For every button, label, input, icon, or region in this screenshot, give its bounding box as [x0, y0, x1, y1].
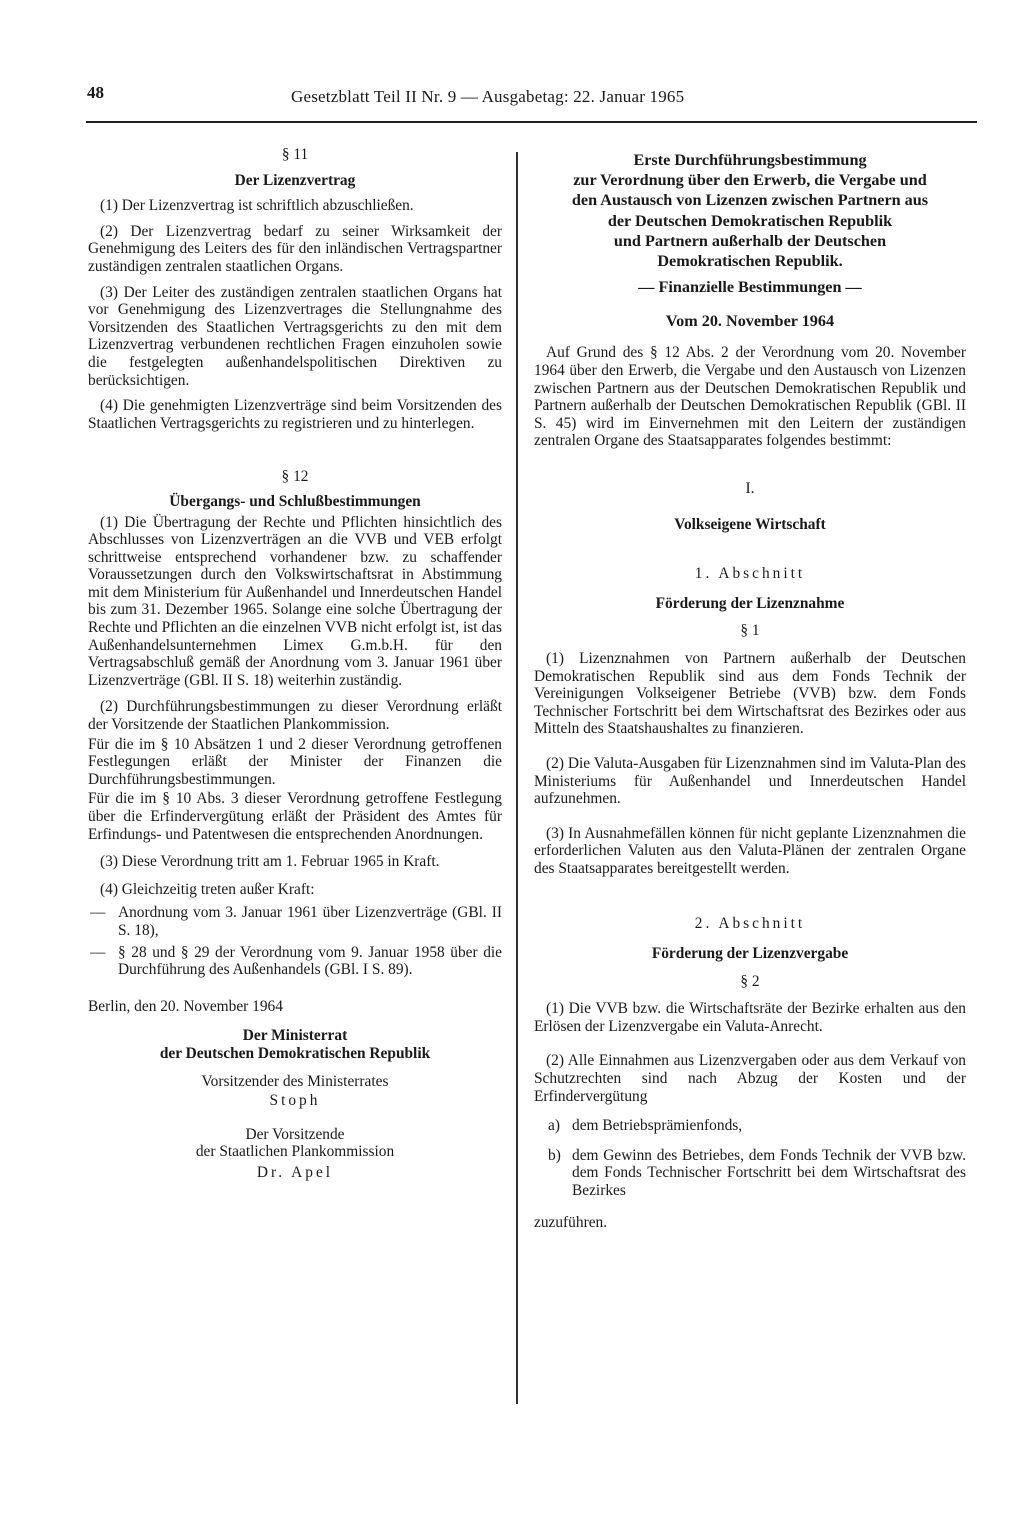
s2-para-1: (1) Die VVB bzw. die Wirtschaftsräte der Bezirke erhalten aus den Erlösen der Lizenzvergabe ein Valuta-Anrecht.	[534, 1000, 966, 1035]
list-marker: b)	[548, 1146, 561, 1164]
signature-place-date: Berlin, den 20. November 1964	[88, 997, 283, 1015]
title-line: und Partnern außerhalb der Deutschen	[613, 231, 887, 250]
signatory-2-role-line-1: Der Vorsitzende	[245, 1125, 345, 1143]
title-line: Erste Durchführungsbestimmung	[633, 151, 867, 169]
s1-para-1: (1) Lizenznahmen von Partnern außerhalb der Deutschen Demokratischen Republik sind aus dem Fonds Technik der Vereinigungen Volkseigener Betriebe (VVB) bzw. dem Fonds Technischer Fortschritt bei dem Wirtschaftsrat des Bezirkes oder aus Mitteln des Staatshaushaltes zu finanzieren.	[534, 649, 966, 738]
section-12-number: § 12	[281, 468, 309, 486]
section-11-title: Der Lizenzvertrag	[234, 171, 356, 189]
signature-body-line-2: der Deutschen Demokratischen Republik	[159, 1044, 431, 1062]
chapter-2-heading: 2. Abschnitt	[694, 915, 806, 933]
right-column	[534, 140, 966, 1231]
dash-mark: —	[90, 904, 106, 922]
regulation-title	[534, 150, 966, 271]
section-1-number: § 1	[740, 622, 760, 640]
s12-para-4: (4) Gleichzeitig treten außer Kraft:	[100, 880, 315, 898]
s2-para-2: (2) Alle Einnahmen aus Lizenzvergaben oder aus dem Verkauf von Schutzrechten sind nach Abzug der Kosten und der Erfindervergütung	[534, 1052, 966, 1105]
list-text: dem Betriebsprämienfonds,	[572, 1117, 743, 1135]
title-line: den Austausch von Lizenzen zwischen Partnern aus	[571, 191, 929, 210]
title-line: Demokratischen Republik.	[657, 252, 843, 271]
list-item-b	[534, 1147, 966, 1200]
regulation-subtitle: — Finanzielle Bestimmungen —	[638, 278, 862, 297]
chapter-2-title: Förderung der Lizenzvergabe	[651, 945, 849, 963]
dash-mark: —	[90, 943, 106, 961]
s12-para-2c: Für die im § 10 Abs. 3 dieser Verordnung getroffene Festlegung über die Erfindervergütung erläßt der Präsident des Amtes für Erfindungs- und Patentwesen die entsprechenden Anordnungen.	[88, 790, 502, 843]
part-title: Volkseigene Wirtschaft	[674, 515, 826, 533]
list-item-a	[534, 1117, 966, 1135]
list-marker: a)	[548, 1117, 560, 1135]
preamble: Auf Grund des § 12 Abs. 2 der Verordnung vom 20. November 1964 über den Erwerb, die Vergabe und den Austausch von Lizenzen zwischen Partnern aus der Deutschen Demokratischen Republik und Partnern außerhalb der Deutschen Demokratischen Republik (GBl. II S. 45) wird im Einvernehmen mit den Leitern der zuständigen zentralen Organe des Staatsapparates folgendes bestimmt:	[534, 344, 966, 450]
regulation-date: Vom 20. November 1964	[665, 311, 835, 330]
chapter-1-title: Förderung der Lizenznahme	[655, 594, 845, 612]
s12-para-2: (2) Durchführungsbestimmungen zu dieser Verordnung erläßt der Vorsitzende der Staatlichen Plankommission.	[88, 698, 502, 734]
s1-para-2: (2) Die Valuta-Ausgaben für Lizenznahmen sind im Valuta-Plan des Ministeriums für Außenhandel und Innerdeutschen Handel aufzunehmen.	[534, 754, 966, 808]
section-2-number: § 2	[740, 972, 760, 990]
title-line: der Deutschen Demokratischen Republik	[607, 211, 893, 230]
signatory-2-name: Dr. Apel	[256, 1163, 334, 1181]
repeal-item-text: Anordnung vom 3. Januar 1961 über Lizenzverträge (GBl. II S. 18),	[118, 904, 502, 939]
list-text: dem Gewinn des Betriebes, dem Fonds Technik der VVB bzw. dem Fonds Technischer Fortschritt bei dem Wirtschaftsrat des Bezirkes	[572, 1146, 966, 1199]
chapter-1-heading: 1. Abschnitt	[694, 565, 806, 583]
s11-para-2: (2) Der Lizenzvertrag bedarf zu seiner Wirksamkeit der Genehmigung des Leiters des für den inländischen Vertragspartner zuständigen zentralen staatlichen Organs.	[88, 222, 502, 275]
s12-para-3: (3) Diese Verordnung tritt am 1. Februar 1965 in Kraft.	[100, 853, 440, 871]
s1-para-3: (3) In Ausnahmefällen können für nicht geplante Lizenznahmen die erforderlichen Valuten aus den Valuta-Plänen der zentralen Organe des Staatsapparates bereitgestellt werden.	[534, 824, 966, 877]
signatory-2-role-line-2: der Staatlichen Plankommission	[195, 1143, 395, 1161]
left-column	[88, 140, 502, 1182]
closing-word: zuzuführen.	[534, 1213, 608, 1231]
page-number: 48	[87, 83, 104, 102]
signatory-1-name: Stoph	[269, 1092, 321, 1110]
header-rule	[86, 121, 977, 123]
s11-para-4: (4) Die genehmigten Lizenzverträge sind beim Vorsitzenden des Staatlichen Vertragsgerichts zu registrieren und zu hinterlegen.	[88, 397, 502, 432]
signatory-1-role: Vorsitzender des Ministerrates	[201, 1072, 389, 1090]
section-11-number: § 11	[281, 146, 309, 163]
s11-para-3: (3) Der Leiter des zuständigen zentralen staatlichen Organs hat vor Genehmigung des Lizenzvertrages die Stellungnahme des Vorsitzenden des Staatlichen Vertragsgerichts zu den mit dem Lizenzvertrag verbundenen rechtlichen Fragen einzuholen sowie die festgelegten außenhandelspolitischen Direktiven zu berücksichtigen.	[88, 283, 502, 389]
s12-para-2b: Für die im § 10 Absätzen 1 und 2 dieser Verordnung getroffenen Festlegungen erläßt der Minister der Finanzen die Durchführungsbestimmungen.	[88, 735, 502, 788]
signature-body-line-1: Der Ministerrat	[242, 1027, 348, 1045]
repeal-item-2	[88, 944, 502, 979]
title-line: zur Verordnung über den Erwerb, die Vergabe und	[573, 171, 927, 190]
part-number: I.	[745, 479, 755, 497]
column-divider	[516, 152, 518, 1404]
running-head: Gesetzblatt Teil II Nr. 9 — Ausgabetag: 22. Januar 1965	[291, 87, 685, 106]
section-12-title: Übergangs- und Schlußbestimmungen	[169, 492, 421, 510]
repeal-item-1	[88, 904, 502, 939]
s11-para-1: (1) Der Lizenzvertrag ist schriftlich abzuschließen.	[100, 197, 414, 215]
repeal-item-text: § 28 und § 29 der Verordnung vom 9. Januar 1958 über die Durchführung des Außenhandels (GBl. I S. 89).	[118, 943, 502, 979]
s12-para-1: (1) Die Übertragung der Rechte und Pflichten hinsichtlich des Abschlusses von Lizenzverträgen an die VVB und VEB erfolgt schrittweise entsprechend vorhandener bzw. zu schaffender Voraussetzungen durch den Volkswirtschaftsrat in Abstimmung mit dem Ministerium für Außenhandel und Innerdeutschen Handel bis zum 31. Dezember 1965. Solange eine solche Übertragung der Rechte und Pflichten an die einzelnen VVB nicht erfolgt ist, ist das Außenhandelsunternehmen Limex G.m.b.H. für den Vertragsabschluß gemäß der Anordnung vom 3. Januar 1961 über Lizenzverträge (GBl. II S. 18) weiterhin zuständig.	[88, 513, 502, 689]
